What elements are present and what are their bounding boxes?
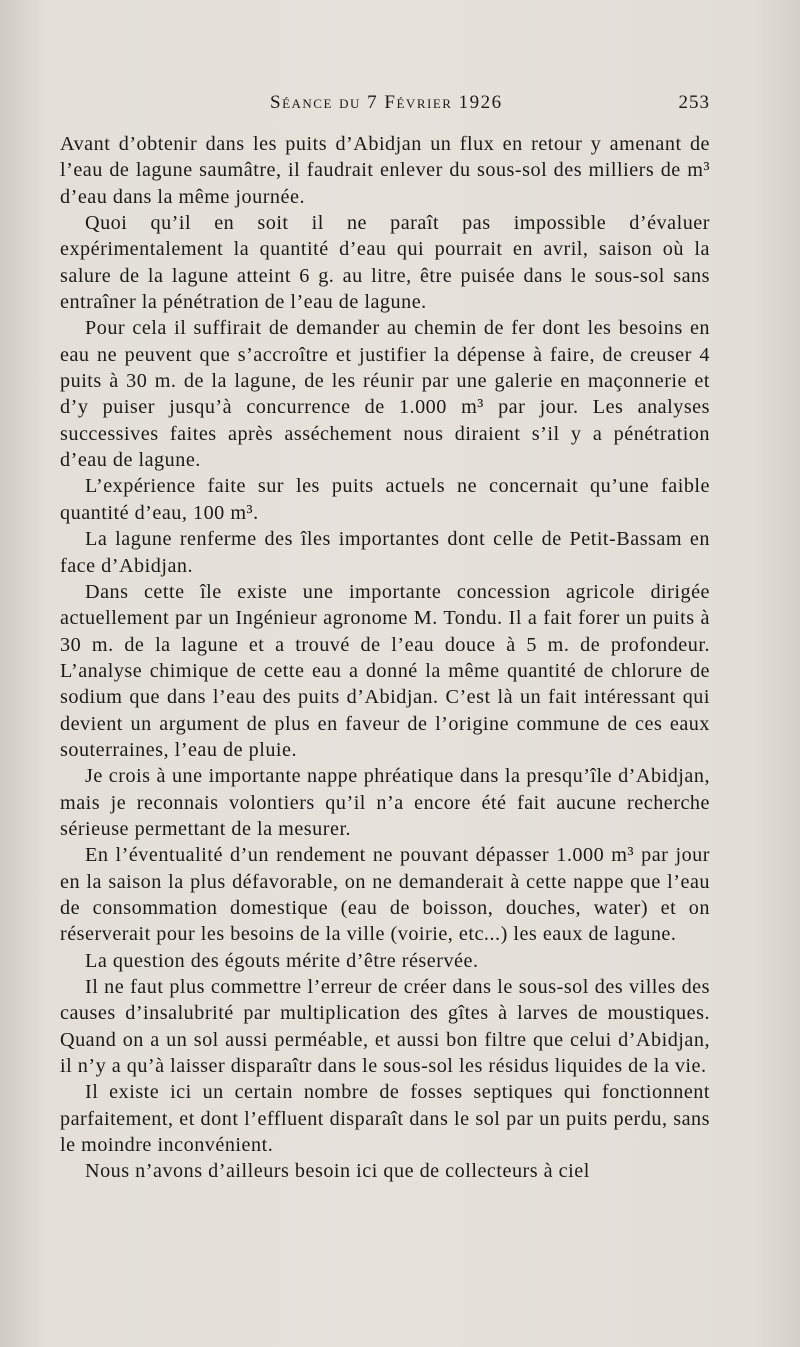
paragraph: La lagune renferme des îles importantes dont celle de Petit-Bassam en face d’Abidjan. <box>60 528 710 577</box>
paragraph: Il ne faut plus commettre l’erreur de créer dans le sous-sol des villes des causes d’insalubrité par multiplication des gîtes à larves de moustiques. Quand on a un sol aussi perméable, et aussi bon filtre que celui d’Abidjan, il n’y a qu’à laisser disparaîtr dans le sous-sol les résidus liquides de la vie. <box>60 976 710 1078</box>
paragraph: Je crois à une importante nappe phréatique dans la presqu’île d’Abidjan, mais je reconnais volontiers qu’il n’a encore été fait aucune recherche sérieuse permettant de la mesurer. <box>60 765 710 840</box>
paragraph: En l’éventualité d’un rendement ne pouvant dépasser 1.000 m³ par jour en la saison la plus défavorable, on ne demanderait à cette nappe que l’eau de consommation domestique (eau de boisson, douches, water) et on réserverait pour les besoins de la ville (voirie, etc...) les eaux de lagune. <box>60 844 710 946</box>
page-header <box>60 92 710 116</box>
paragraph: La question des égouts mérite d’être réservée. <box>85 949 479 972</box>
paragraph: Avant d’obtenir dans les puits d’Abidjan un flux en retour y amenant de l’eau de lagune saumâtre, il faudrait enlever du sous-sol des milliers de m³ d’eau dans la même journée. <box>60 133 710 208</box>
page-number: 253 <box>678 92 710 113</box>
paragraph: Il existe ici un certain nombre de fosses septiques qui fonctionnent parfaitement, et dont l’effluent disparaît dans le sol par un puits perdu, sans le moindre inconvénient. <box>60 1081 710 1157</box>
body-text <box>60 131 710 1185</box>
paragraph: Dans cette île existe une importante concession agricole dirigée actuellement par un Ingénieur agronome M. Tondu. Il a fait forer un puits à 30 m. de la lagune et a trouvé de l’eau douce à 5 m. de profondeur. L’analyse chimique de cette eau a donné la même quantité de chlorure de sodium que dans l’eau des puits d’Abidjan. C’est là un fait intéressant qui devient un argument de plus en faveur de l’origine commune de ces eaux souterraines, l’eau de pluie. <box>60 580 710 761</box>
paragraph: Nous n’avons d’ailleurs besoin ici que de collecteurs à ciel <box>85 1160 590 1183</box>
running-head: Séance du 7 Février 1926 <box>270 92 503 113</box>
paragraph: L’expérience faite sur les puits actuels ne concernait qu’une faible quantité d’eau, 100 m³. <box>60 475 710 524</box>
paragraph: Quoi qu’il en soit il ne paraît pas impossible d’évaluer expérimentalement la quantité d’eau qui pourrait en avril, saison où la salure de la lagune atteint 6 g. au litre, être puisée dans le sous-sol sans entraîner la pénétration de l’eau de lagune. <box>60 212 710 314</box>
paragraph: Pour cela il suffirait de demander au chemin de fer dont les besoins en eau ne peuvent que s’accroître et justifier la dépense à faire, de creuser 4 puits à 30 m. de la lagune, de les réunir par une galerie en maçonnerie et d’y puiser jusqu’à concurrence de 1.000 m³ par jour. Les analyses successives faites après asséchement nous diraient s’il y a pénétration d’eau de lagune. <box>60 317 710 472</box>
